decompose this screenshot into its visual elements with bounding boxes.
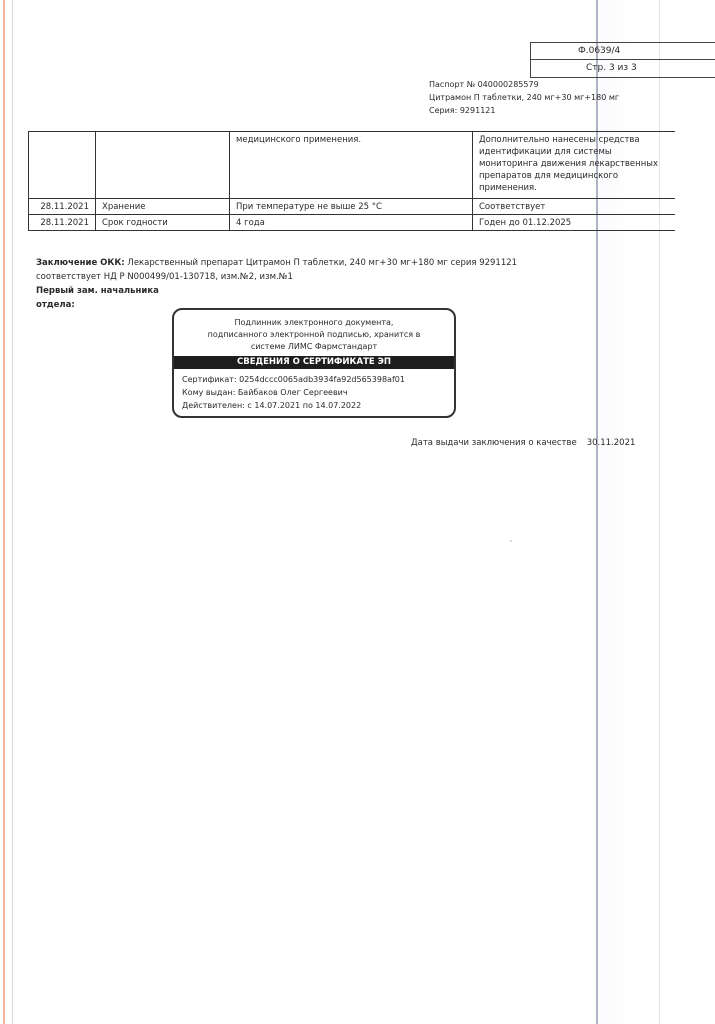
stamp-header-line: подписанного электронной подписью, хранится в	[207, 330, 421, 339]
issue-date-line	[411, 437, 635, 449]
signer-title-line: Первый зам. начальника	[36, 286, 159, 296]
issue-date-label: Дата выдачи заключения о качестве	[411, 438, 577, 448]
table-cell-name: Хранение	[96, 199, 230, 215]
table-cell-requirement	[230, 132, 473, 199]
specification-table	[28, 131, 675, 231]
conclusion-label: Заключение ОКК:	[36, 258, 125, 268]
form-code-box	[530, 42, 715, 78]
form-code: Ф.0639/4	[578, 46, 621, 56]
table-cell-result: Годен до 01.12.2025	[473, 215, 676, 231]
conclusion-text: Лекарственный препарат Цитрамон П таблетки, 240 мг+30 мг+180 мг серия 9291121 соответствует НД Р N000499/01-130718, изм.№2, изм.№1	[36, 258, 518, 282]
result-line: идентификации для системы	[479, 147, 612, 157]
table-row	[29, 215, 676, 231]
table-cell-name	[96, 132, 230, 199]
scan-speck	[510, 540, 512, 542]
passport-product: Цитрамон П таблетки, 240 мг+30 мг+180 мг	[429, 93, 620, 102]
table-cell-requirement: При температуре не выше 25 °С	[230, 199, 473, 215]
signer-title	[36, 284, 159, 312]
stamp-validity: Действителен: с 14.07.2021 по 14.07.2022	[182, 401, 362, 410]
table-cell-result	[473, 132, 676, 199]
stamp-header-line: системе ЛИМС Фармстандарт	[250, 342, 378, 351]
result-line: Дополнительно нанесены средства	[479, 135, 640, 145]
page-number: Стр. 3 из 3	[531, 59, 715, 76]
stamp-issued-to: Кому выдан: Байбаков Олег Сергеевич	[182, 388, 348, 397]
stamp-certificate-id: Сертификат: 0254dccc0065adb3934fa92d565398af01	[182, 375, 405, 384]
scan-edge-left-gray	[12, 0, 13, 1024]
passport-block	[429, 78, 619, 117]
table-row	[29, 199, 676, 215]
signer-title-line: отдела:	[36, 300, 75, 310]
table-cell-name: Срок годности	[96, 215, 230, 231]
result-line: мониторинга движения лекарственных	[479, 159, 659, 169]
e-signature-stamp	[172, 308, 456, 418]
stamp-certificate-bar: СВЕДЕНИЯ О СЕРТИФИКАТЕ ЭП	[174, 356, 454, 369]
result-line: применения.	[479, 183, 537, 193]
table-cell-requirement: 4 года	[230, 215, 473, 231]
result-line: препаратов для медицинского	[479, 171, 619, 181]
passport-number: Паспорт № 040000285579	[429, 80, 539, 89]
table-cell-result: Соответствует	[473, 199, 676, 215]
stamp-header-line: Подлинник электронного документа,	[234, 318, 394, 327]
passport-series: Серия: 9291121	[429, 106, 496, 115]
requirement-line: медицинского применения.	[236, 135, 362, 145]
table-cell-date: 28.11.2021	[29, 215, 96, 231]
table-cell-date: 28.11.2021	[29, 199, 96, 215]
qc-conclusion	[36, 256, 576, 284]
scan-edge-left	[3, 0, 5, 1024]
table-row	[29, 132, 676, 199]
issue-date-value: 30.11.2021	[586, 438, 636, 448]
stamp-header	[174, 317, 454, 353]
table-cell-date	[29, 132, 96, 199]
